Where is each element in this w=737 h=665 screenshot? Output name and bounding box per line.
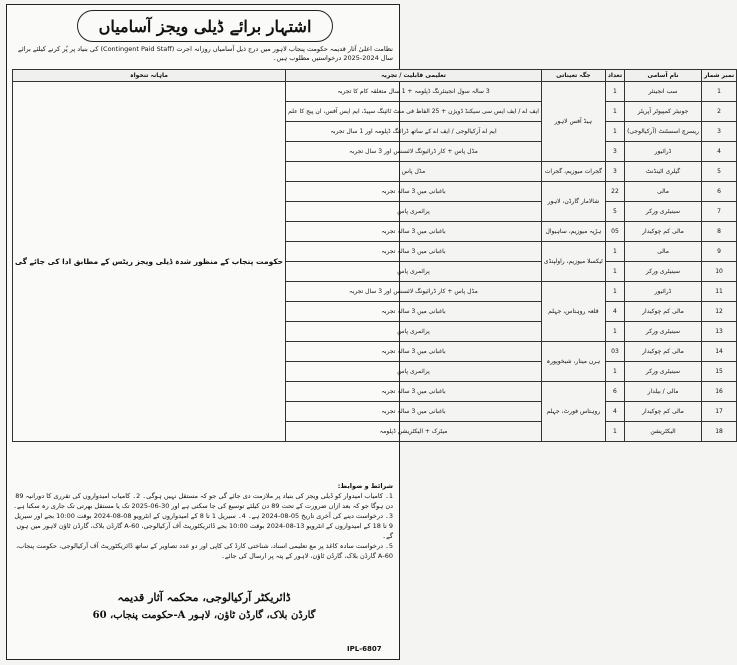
- table-cell: شالامار گارڈن، لاہور: [541, 182, 605, 222]
- table-cell: 3 سالہ سول انجینئرنگ ڈپلومہ + 1 سال متعلقہ کام کا تجربہ: [286, 82, 542, 102]
- table-cell: 3: [605, 142, 624, 162]
- signatory-address: حکومت پنجاب، 60-A گارڈن بلاک، گارڈن ٹاؤن، لاہور: [92, 610, 316, 621]
- table-cell: 1: [605, 422, 624, 442]
- table-cell: 17: [701, 402, 736, 422]
- table-cell: مالی کم چوکیدار: [625, 302, 702, 322]
- table-cell: 1: [605, 122, 624, 142]
- table-cell: الیکٹریشن: [625, 422, 702, 442]
- column-header: تعلیمی قابلیت / تجربہ: [286, 70, 542, 82]
- table-cell: 6: [701, 182, 736, 202]
- terms-line: 3۔ درخواست دینے کی آخری تاریخ 05-08-2024 ہے۔ 4۔ سیریل 1 تا 8 کے امیدواروں کے انٹرویو 08-08-2024 بوقت 10:00 بجے اور سیریل 9 تا 18 کے امیدواروں کے انٹرویو 13-08-2024 بوقت 10:00 بجے ڈائریکٹوریٹ آف آرکیالوجی، 60-A گارڈن بلاک، گارڈن ٹاؤن لاہور میں ہوں گے۔: [14, 512, 393, 540]
- table-cell: روہتاس فورٹ، جہلم: [541, 382, 605, 442]
- table-cell: ہڑپہ میوزیم، ساہیوال: [541, 222, 605, 242]
- table-cell: گجرات میوزیم، گجرات: [541, 162, 605, 182]
- table-cell: 9: [701, 242, 736, 262]
- table-cell: مالی کم چوکیدار: [625, 402, 702, 422]
- table-cell: مالی / بیلدار: [625, 382, 702, 402]
- terms-section: [13, 481, 393, 561]
- table-cell: 03: [605, 342, 624, 362]
- table-cell: 1: [605, 82, 624, 102]
- table-cell: ہرن مینار، شیخوپورہ: [541, 342, 605, 382]
- table-cell: ایف اے / ایف ایس سی سیکنڈ ڈویژن + 25 الفاظ فی منٹ ٹائپنگ سپیڈ، ایم ایس آفس، ان پیج کا علم: [286, 102, 542, 122]
- column-header: تعداد: [605, 70, 624, 82]
- table-cell: 14: [701, 342, 736, 362]
- table-cell: 4: [605, 302, 624, 322]
- column-header: نمبر شمار: [701, 70, 736, 82]
- table-cell: باغبانی میں 3 سالہ تجربہ: [286, 342, 542, 362]
- table-cell: سینیٹری ورکر: [625, 202, 702, 222]
- table-cell: 1: [605, 282, 624, 302]
- column-header: جگہ تعیناتی: [541, 70, 605, 82]
- table-cell: باغبانی میں 3 سالہ تجربہ: [286, 182, 542, 202]
- table-cell: مڈل پاس + کار ڈرائیونگ لائسنس اور 3 سال تجربہ: [286, 282, 542, 302]
- table-cell: مالی کم چوکیدار: [625, 222, 702, 242]
- table-cell: 4: [605, 402, 624, 422]
- table-cell: 10: [701, 262, 736, 282]
- table-cell: سینیٹری ورکر: [625, 262, 702, 282]
- table-cell: 22: [605, 182, 624, 202]
- table-cell: 18: [701, 422, 736, 442]
- column-header: ماہانہ تنخواہ: [13, 70, 286, 82]
- table-cell: 16: [701, 382, 736, 402]
- table-cell: پرائمری پاس: [286, 322, 542, 342]
- column-header: نام آسامی: [625, 70, 702, 82]
- vacancy-table: [12, 69, 737, 442]
- table-cell: مالی: [625, 182, 702, 202]
- table-header-row: [13, 70, 737, 82]
- intro-text: نظامت اعلیٰ آثار قدیمہ حکومت پنجاب لاہور میں درج ذیل آسامیاں روزانہ اجرت (Contingent Paid Staff) کی بنیاد پر پُر کرنے کیلئے برائے سال 2024-2025 درخواستیں مطلوب ہیں۔: [18, 45, 393, 62]
- terms-line: 5۔ درخواست سادہ کاغذ پر مع تعلیمی اسناد، شناختی کارڈ کی کاپی اور دو عدد تصاویر کے ساتھ ڈائریکٹوریٹ آف آرکیالوجی، حکومت پنجاب، 60-A گارڈن بلاک، گارڈن ٹاؤن، لاہور کے پتہ پر ارسال کی جائے۔: [16, 542, 393, 560]
- table-cell: باغبانی میں 3 سالہ تجربہ: [286, 382, 542, 402]
- table-cell: سینیٹری ورکر: [625, 362, 702, 382]
- table-cell: مالی کم چوکیدار: [625, 342, 702, 362]
- table-row: [13, 82, 737, 102]
- table-cell: باغبانی میں 3 سالہ تجربہ: [286, 302, 542, 322]
- table-cell: 3: [605, 162, 624, 182]
- table-cell: گیلری اٹینڈنٹ: [625, 162, 702, 182]
- table-cell: 3: [701, 122, 736, 142]
- table-cell: حکومت پنجاب کے منظور شدہ ڈیلی ویجز ریٹس کے مطابق ادا کی جائے گی: [13, 82, 286, 442]
- table-cell: 13: [701, 322, 736, 342]
- table-cell: 11: [701, 282, 736, 302]
- table-cell: باغبانی میں 3 سالہ تجربہ: [286, 242, 542, 262]
- table-cell: 6: [605, 382, 624, 402]
- table-cell: 8: [701, 222, 736, 242]
- table-cell: باغبانی میں 3 سالہ تجربہ: [286, 222, 542, 242]
- table-cell: 7: [701, 202, 736, 222]
- table-cell: 1: [701, 82, 736, 102]
- table-cell: سینیٹری ورکر: [625, 322, 702, 342]
- table-cell: سب انجینئر: [625, 82, 702, 102]
- table-cell: ایم اے آرکیالوجی / ایف اے کے ساتھ ڈرائنگ ڈپلومہ اور 1 سال تجربہ: [286, 122, 542, 142]
- table-cell: ہیڈ آفس لاہور: [541, 82, 605, 162]
- table-cell: پرائمری پاس: [286, 202, 542, 222]
- signatory: ڈائریکٹر آرکیالوجی، محکمہ آثار قدیمہ: [117, 591, 291, 604]
- table-cell: 5: [701, 162, 736, 182]
- ipl-number: IPL-6807: [347, 645, 382, 653]
- table-cell: میٹرک + الیکٹریشن ڈپلومہ: [286, 422, 542, 442]
- advertisement-page: [6, 4, 735, 660]
- table-cell: 1: [605, 362, 624, 382]
- table-cell: ریسرچ اسسٹنٹ (آرکیالوجی): [625, 122, 702, 142]
- table-cell: ٹیکسلا میوزیم، راولپنڈی: [541, 242, 605, 282]
- table-cell: 15: [701, 362, 736, 382]
- table-cell: مڈل پاس: [286, 162, 542, 182]
- table-cell: 2: [701, 102, 736, 122]
- table-cell: مالی: [625, 242, 702, 262]
- table-cell: 1: [605, 322, 624, 342]
- table-cell: ڈرائیور: [625, 282, 702, 302]
- table-cell: 05: [605, 222, 624, 242]
- table-cell: 1: [605, 262, 624, 282]
- signature-block: [67, 591, 341, 621]
- terms-line: 1۔ کامیاب امیدوار کو ڈیلی ویجز کی بنیاد پر ملازمت دی جائے گی جو کہ مستقل نہیں ہوگی۔ 2۔ کامیاب امیدواروں کی تقرری کا دورانیہ 89 دن ہوگا جو کہ بعد ازاں ضرورت کے تحت 89 دن کیلئے توسیع کی جا سکتی ہے اور 30-06-2025 تک یا مستقل بھرتی تک جاری رہ سکتا ہے۔: [13, 492, 393, 510]
- table-cell: 4: [701, 142, 736, 162]
- table-cell: 1: [605, 242, 624, 262]
- page-title: اشتہار برائے ڈیلی ویجز آسامیاں: [77, 10, 333, 42]
- table-cell: قلعہ روہتاس، جہلم: [541, 282, 605, 342]
- table-cell: جونیئر کمپیوٹر آپریٹر: [625, 102, 702, 122]
- table-cell: باغبانی میں 3 سالہ تجربہ: [286, 402, 542, 422]
- terms-heading: شرائط و ضوابط:: [337, 482, 393, 490]
- table-cell: 1: [605, 102, 624, 122]
- table-cell: 5: [605, 202, 624, 222]
- table-cell: پرائمری پاس: [286, 262, 542, 282]
- table-cell: پرائمری پاس: [286, 362, 542, 382]
- table-cell: 12: [701, 302, 736, 322]
- table-cell: ڈرائیور: [625, 142, 702, 162]
- table-cell: مڈل پاس + کار ڈرائیونگ لائسنس اور 3 سال تجربہ: [286, 142, 542, 162]
